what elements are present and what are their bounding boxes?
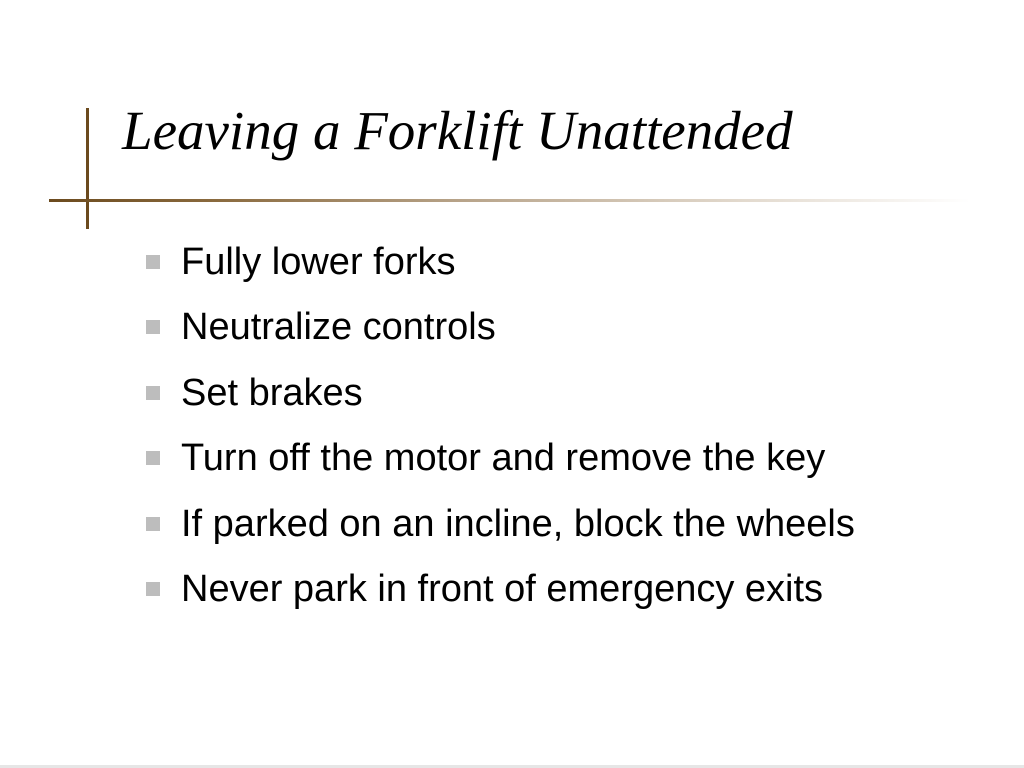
title-vertical-accent-line (86, 108, 89, 229)
bullet-item (146, 557, 855, 623)
square-bullet-icon (146, 320, 160, 334)
title-horizontal-accent-line (49, 199, 970, 202)
slide-title: Leaving a Forklift Unattended (122, 100, 793, 161)
bullet-item (146, 295, 855, 361)
square-bullet-icon (146, 386, 160, 400)
bullet-text: Set brakes (181, 371, 363, 414)
bullet-text: If parked on an incline, block the wheels (181, 502, 855, 545)
bullet-item (146, 229, 855, 295)
bullet-text: Neutralize controls (181, 306, 496, 349)
bullet-text: Turn off the motor and remove the key (181, 437, 826, 480)
bullet-list (146, 229, 855, 622)
bullet-item (146, 360, 855, 426)
bullet-text: Fully lower forks (181, 240, 456, 283)
square-bullet-icon (146, 451, 160, 465)
square-bullet-icon (146, 582, 160, 596)
bullet-item (146, 426, 855, 492)
square-bullet-icon (146, 517, 160, 531)
square-bullet-icon (146, 255, 160, 269)
bullet-item (146, 491, 855, 557)
bullet-text: Never park in front of emergency exits (181, 568, 824, 611)
